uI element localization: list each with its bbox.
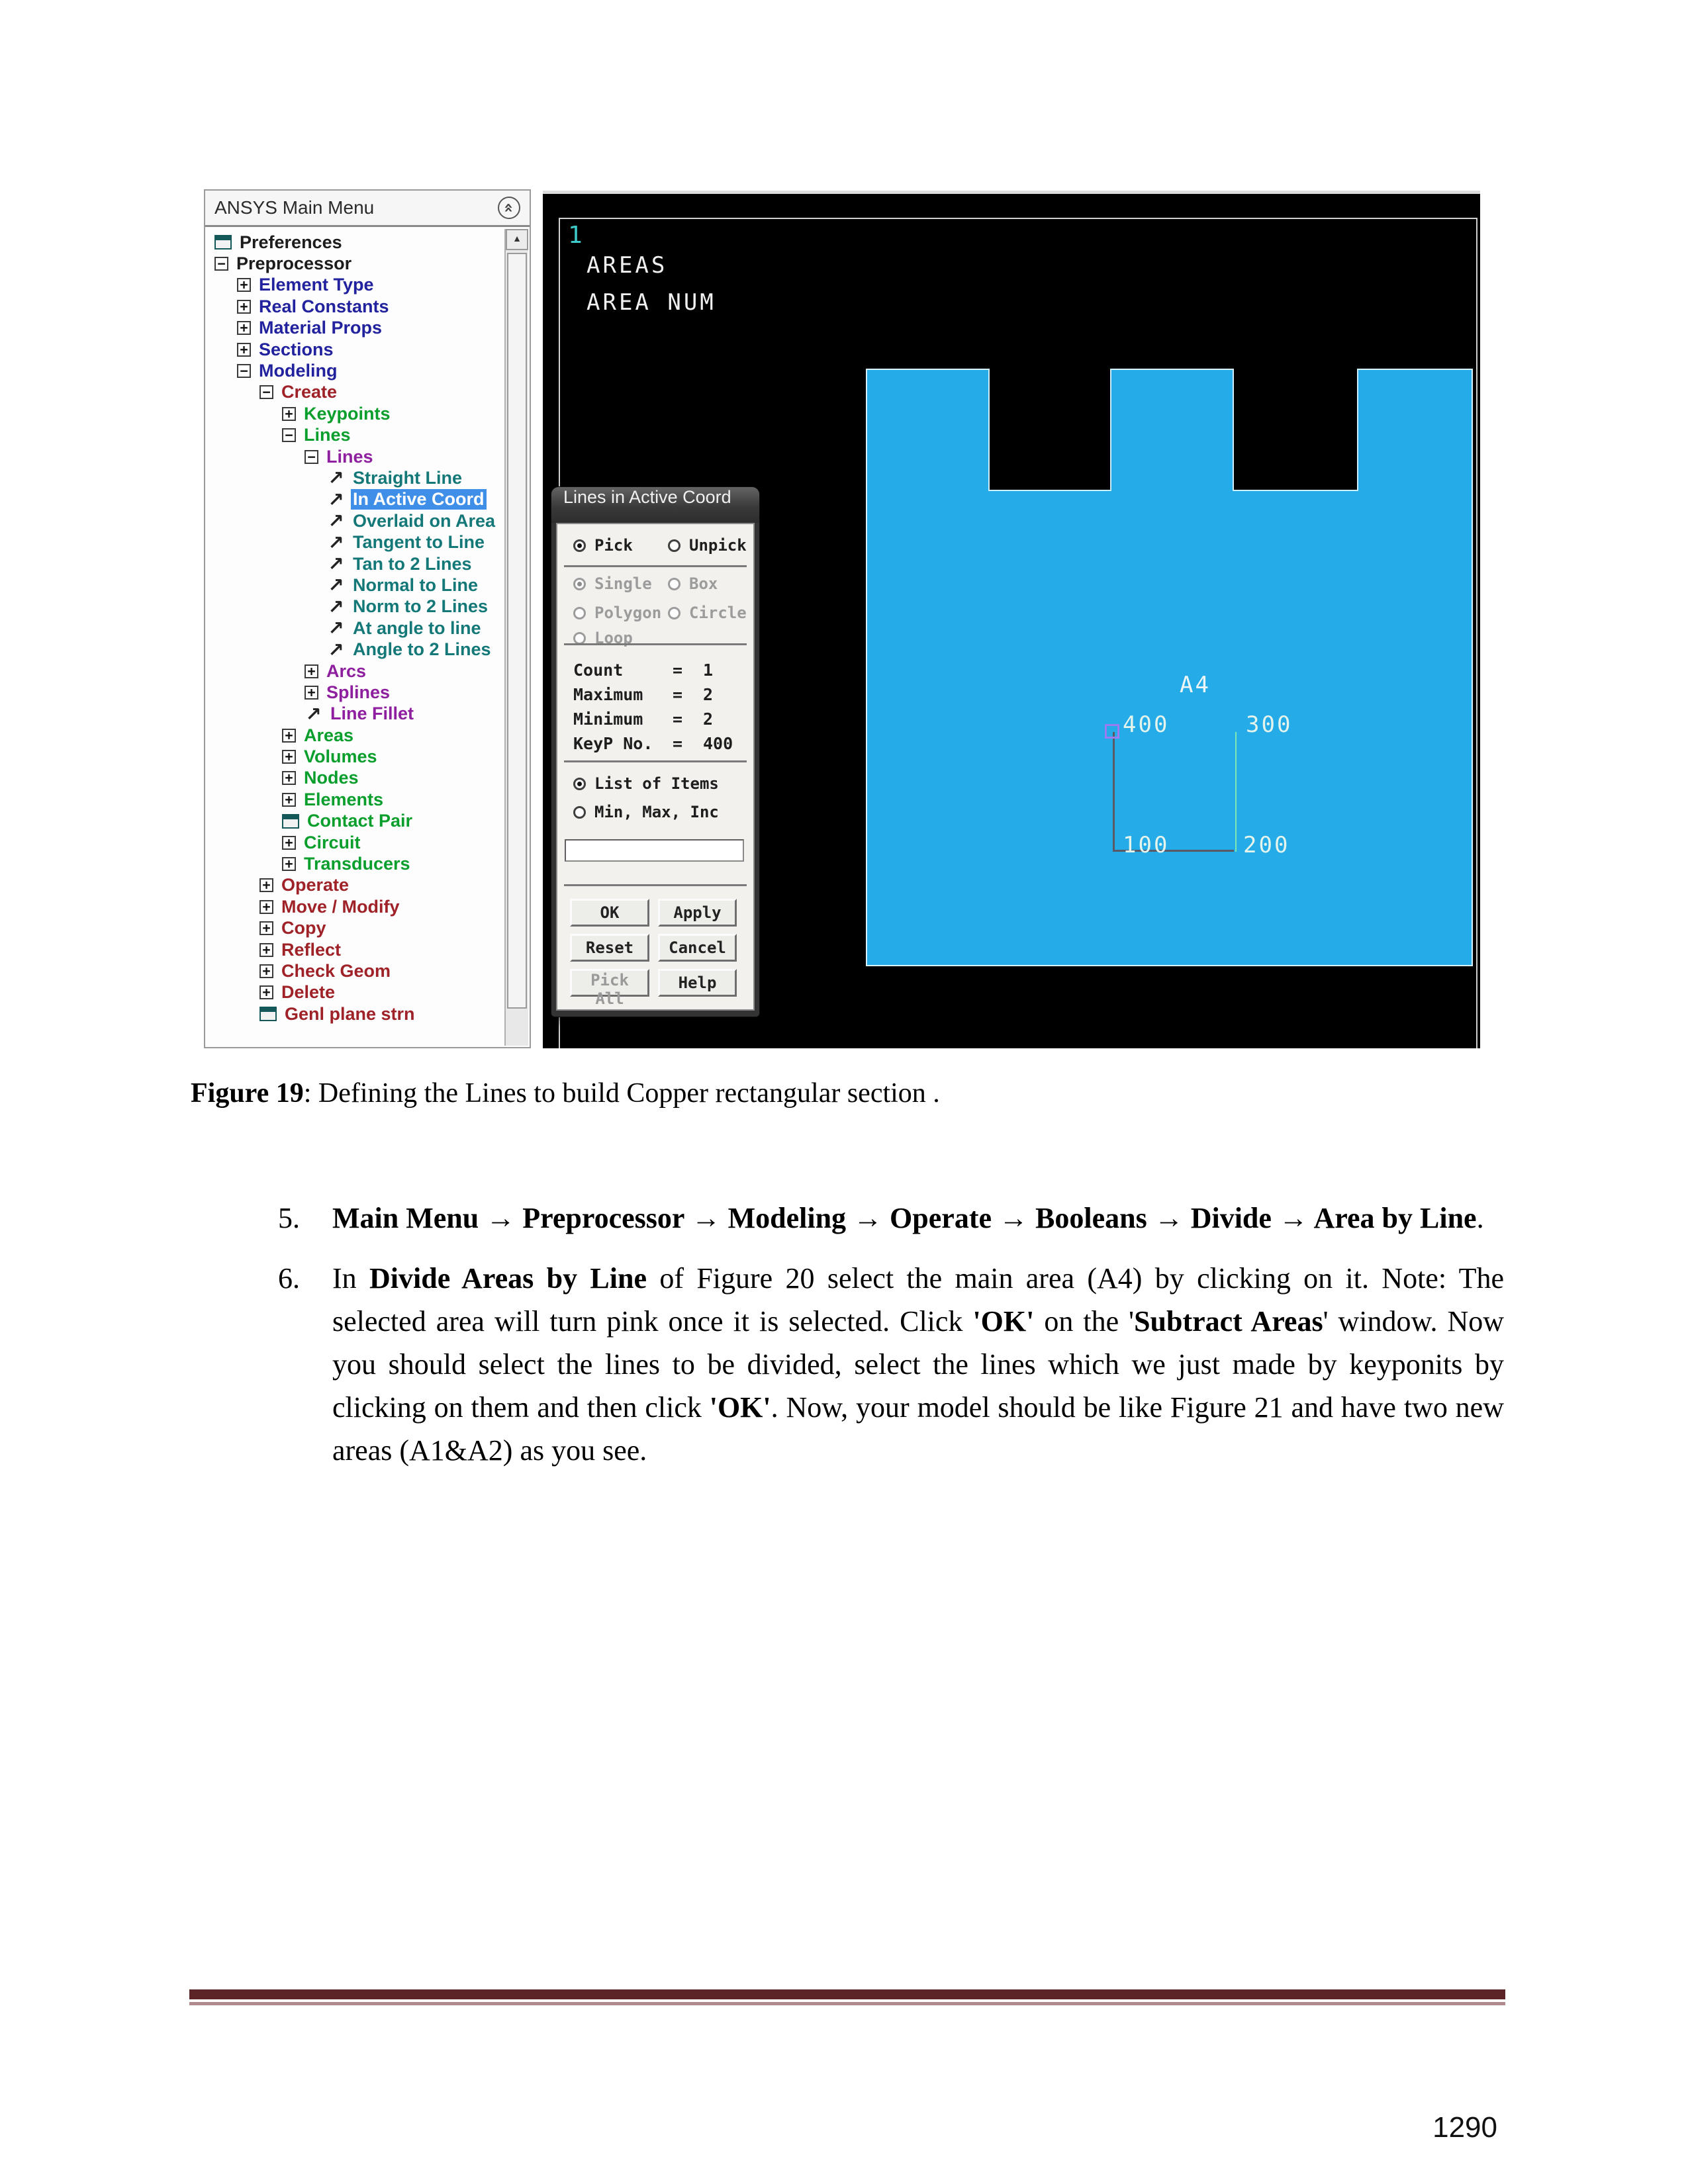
plus-icon[interactable]: + [305, 664, 318, 678]
lines-in-active-coord-dialog [551, 486, 760, 1017]
radio-pick[interactable] [573, 536, 633, 555]
counter-row [573, 682, 747, 707]
arrow-icon[interactable]: ↗ [328, 553, 344, 576]
arrow-icon[interactable]: ↗ [328, 595, 344, 618]
dialog-buttons [570, 899, 737, 1008]
arrow-icon[interactable]: ↗ [328, 638, 344, 661]
tree-item-label[interactable]: Material Props [259, 318, 383, 338]
menu-tree-item[interactable] [208, 725, 503, 746]
minus-icon[interactable]: − [214, 257, 228, 271]
plus-icon[interactable]: + [305, 686, 318, 700]
keypoint-line-300-200[interactable] [1235, 732, 1237, 852]
menu-tree-item[interactable] [208, 1003, 503, 1024]
tree-item-label[interactable]: Circuit [304, 832, 361, 852]
radio-button-icon [573, 539, 586, 552]
menu-tree-item[interactable] [208, 296, 503, 317]
tree-item-label[interactable]: Preferences [240, 232, 342, 252]
plus-icon[interactable]: + [259, 878, 273, 892]
tree-item-label[interactable]: Angle to 2 Lines [353, 639, 491, 660]
radio-circle-label: Circle [689, 604, 747, 622]
menu-title: ANSYS Main Menu [214, 197, 375, 218]
dialog-icon[interactable] [259, 1007, 277, 1021]
item-text [332, 1197, 1504, 1240]
radio-button-icon [573, 578, 586, 590]
counter-value: 2 [703, 709, 714, 729]
radio-button-icon [573, 778, 586, 790]
dialog-button[interactable]: Pick All [570, 969, 649, 997]
dialog-body [556, 523, 755, 1011]
radio-button-icon [668, 539, 680, 552]
tree-item-label[interactable]: Nodes [304, 768, 359, 788]
dialog-icon[interactable] [214, 235, 232, 250]
counter-label: KeyP No. [573, 734, 653, 753]
dialog-divider [564, 643, 747, 645]
arrow-icon[interactable]: ↗ [328, 510, 344, 533]
keypoint-label-200: 200 [1243, 832, 1290, 858]
minus-icon[interactable]: − [282, 428, 296, 442]
radio-button-icon [573, 632, 586, 645]
menu-tree-item[interactable] [208, 275, 503, 296]
tree-item-label[interactable]: Lines [326, 446, 373, 467]
menu-tree-item[interactable] [208, 982, 503, 1003]
menu-tree-item[interactable] [208, 318, 503, 339]
minus-icon[interactable]: − [237, 364, 251, 378]
plot-title-area-num: AREA NUM [586, 289, 716, 316]
arrow-icon[interactable]: ↗ [328, 467, 344, 490]
menu-scrollbar[interactable] [504, 229, 528, 1046]
ansys-screenshot-figure [204, 187, 1480, 1048]
tree-item-label[interactable]: Real Constants [259, 296, 389, 316]
radio-min-max-inc-label: Min, Max, Inc [594, 803, 719, 821]
arrow-icon[interactable]: ↗ [328, 574, 344, 597]
item-text-tail: . [1476, 1202, 1484, 1234]
menu-tree [208, 229, 503, 1046]
tree-item-label[interactable]: Move / Modify [281, 896, 400, 917]
tree-item-label[interactable]: Arcs [326, 660, 367, 681]
minus-icon[interactable]: − [259, 385, 273, 399]
menu-tree-item[interactable] [208, 918, 503, 939]
menu-tree-item[interactable] [208, 660, 503, 682]
menu-tree-item[interactable] [208, 574, 503, 596]
item-text-segment: . Now, your model should be like Figure 21 and have two new areas (A1&A2) as you see. [332, 1391, 1504, 1467]
item-text-bold-segment: Subtract Areas [1134, 1305, 1323, 1338]
menu-tree-item[interactable] [208, 360, 503, 381]
counter-value: 1 [703, 660, 714, 680]
counter-equals: = [673, 660, 683, 680]
arrow-icon[interactable]: ↗ [328, 488, 344, 511]
dialog-icon[interactable] [282, 814, 299, 829]
menu-tree-item[interactable] [208, 960, 503, 981]
area-label-a4: A4 [1180, 672, 1211, 698]
radio-box [668, 574, 718, 593]
item-text [332, 1257, 1504, 1472]
menu-tree-item[interactable] [208, 425, 503, 446]
item-text-segment: In [332, 1262, 369, 1295]
tree-item-label[interactable]: Preprocessor [236, 253, 352, 274]
tree-item-label[interactable]: Genl plane strn [285, 1003, 415, 1024]
item-number: 5. [278, 1202, 300, 1234]
menu-tree-item[interactable] [208, 253, 503, 274]
plot-number-label: 1 [568, 222, 583, 249]
tree-item-label[interactable]: In Active Coord [351, 489, 487, 510]
tree-item-label[interactable]: Splines [326, 682, 391, 702]
tree-item-label[interactable]: Operate [281, 875, 350, 895]
counter-equals: = [673, 734, 683, 753]
counter-equals: = [673, 709, 683, 729]
radio-single [573, 574, 652, 593]
radio-button-icon [573, 607, 586, 619]
arrow-icon[interactable]: ↗ [328, 617, 344, 640]
radio-polygon [573, 604, 661, 622]
menu-tree-item[interactable] [208, 704, 503, 725]
menu-tree-item[interactable] [208, 682, 503, 703]
plus-icon[interactable]: + [237, 321, 251, 335]
item-number: 6. [278, 1262, 300, 1295]
item-text-segment: of Figure 20 select the main area (A4) by clicking on it. Note: The selected area will turn pink once it is selected. Click [332, 1262, 1504, 1338]
menu-tree-item[interactable] [208, 617, 503, 639]
item-text-segment: on the ' [1034, 1305, 1135, 1338]
tree-item-label[interactable]: Tangent to Line [353, 532, 485, 553]
menu-tree-item[interactable] [208, 768, 503, 789]
tree-item-label[interactable]: Volumes [304, 747, 377, 767]
figure-caption-text: : Defining the Lines to build Copper rectangular section . [303, 1078, 940, 1109]
menu-tree-item[interactable] [208, 789, 503, 810]
dialog-divider [564, 565, 747, 567]
counter-label: Maximum [573, 685, 643, 704]
pick-list-input[interactable] [565, 839, 744, 862]
radio-pick-label: Pick [594, 536, 633, 555]
dialog-button[interactable]: Help [658, 969, 737, 997]
ansys-main-menu-panel [204, 189, 531, 1048]
menu-tree-item[interactable] [208, 382, 503, 403]
menu-tree-item[interactable] [208, 596, 503, 617]
plus-icon[interactable]: + [282, 750, 296, 764]
plus-icon[interactable]: + [259, 964, 273, 978]
tree-item-label[interactable]: Copy [281, 918, 326, 938]
counter-label: Count [573, 660, 624, 680]
tree-item-label[interactable]: Reflect [281, 939, 342, 960]
tree-item-label[interactable]: Normal to Line [353, 574, 479, 595]
plus-icon[interactable]: + [282, 729, 296, 743]
counter-value: 400 [703, 734, 733, 753]
radio-min-max-inc[interactable] [573, 803, 719, 821]
menu-tree-item[interactable] [208, 339, 503, 360]
radio-unpick[interactable] [668, 536, 747, 555]
footer-rule-dark [189, 1989, 1505, 1999]
dialog-button[interactable]: Apply [658, 899, 737, 927]
radio-box-label: Box [689, 574, 718, 593]
page-number: 1290 [1432, 2111, 1497, 2144]
area-a4-shape[interactable] [866, 369, 1473, 966]
radio-button-icon [573, 806, 586, 819]
menu-path-text: Main Menu → Preprocessor → Modeling → Operate → Booleans → Divide → Area by Line [332, 1202, 1477, 1234]
tree-item-label[interactable]: Sections [259, 339, 334, 359]
item-text-bold-segment: 'OK' [709, 1391, 771, 1424]
item-text-segment: ' window. Now you should select the lines to be divided, select the lines which we just made by keyponits by clicking on them and then click [332, 1305, 1505, 1424]
menu-tree-item[interactable] [208, 875, 503, 896]
radio-list-of-items[interactable] [573, 774, 719, 793]
plus-icon[interactable]: + [282, 793, 296, 807]
radio-list-of-items-label: List of Items [594, 774, 719, 793]
radio-button-icon [668, 607, 680, 619]
radio-single-label: Single [594, 574, 652, 593]
tree-item-label[interactable]: At angle to line [353, 617, 481, 638]
plus-icon[interactable]: + [259, 943, 273, 957]
menu-tree-item[interactable] [208, 639, 503, 660]
counter-label: Minimum [573, 709, 643, 729]
tree-item-label[interactable]: Check Geom [281, 960, 391, 981]
picked-keypoint-marker [1105, 724, 1119, 739]
tree-item-label[interactable]: Transducers [304, 854, 410, 874]
tree-item-label[interactable]: Tan to 2 Lines [353, 553, 472, 574]
menu-tree-item[interactable] [208, 232, 503, 253]
menu-tree-item[interactable] [208, 446, 503, 467]
tree-item-label[interactable]: Elements [304, 789, 384, 809]
radio-unpick-label: Unpick [689, 536, 747, 555]
plus-icon[interactable]: + [282, 407, 296, 421]
tree-item-label[interactable]: Keypoints [304, 403, 391, 424]
footer-rule-light [189, 2002, 1505, 2005]
radio-button-icon [668, 578, 680, 590]
tree-item-label[interactable]: Element Type [259, 275, 374, 295]
plus-icon[interactable]: + [259, 900, 273, 914]
radio-circle [668, 604, 747, 622]
tree-item-label[interactable]: Create [281, 382, 338, 402]
menu-tree-item[interactable] [208, 489, 503, 510]
dialog-divider [564, 884, 747, 886]
top-notch-left [988, 369, 1111, 491]
keypoint-label-100: 100 [1123, 832, 1170, 858]
item-text-bold-segment: 'OK' [972, 1305, 1035, 1338]
dialog-button[interactable]: Reset [570, 934, 649, 962]
dialog-title-bar[interactable]: Lines in Active Coord [551, 487, 759, 523]
tree-item-label[interactable]: Norm to 2 Lines [353, 596, 489, 617]
plus-icon[interactable]: + [282, 771, 296, 785]
menu-tree-item[interactable] [208, 896, 503, 917]
tree-item-label[interactable]: Straight Line [353, 467, 463, 488]
keypoint-label-400: 400 [1123, 711, 1170, 738]
menu-tree-item[interactable] [208, 531, 503, 553]
arrow-icon[interactable]: ↗ [305, 702, 322, 725]
arrow-icon[interactable]: ↗ [328, 531, 344, 554]
dialog-divider [564, 760, 747, 762]
instruction-item-5 [278, 1197, 1504, 1240]
plus-icon[interactable]: + [259, 985, 273, 999]
dialog-button[interactable]: Cancel [658, 934, 737, 962]
figure-caption [191, 1076, 940, 1111]
plus-icon[interactable]: + [237, 300, 251, 314]
tree-item-label[interactable]: Delete [281, 982, 336, 1003]
dialog-button[interactable]: OK [570, 899, 649, 927]
pick-counters [573, 658, 747, 756]
counter-row [573, 731, 747, 756]
instruction-item-6 [278, 1257, 1504, 1472]
top-notch-right [1233, 369, 1358, 491]
tree-item-label[interactable]: Areas [304, 725, 354, 745]
tree-item-label[interactable]: Modeling [259, 361, 338, 381]
plus-icon[interactable]: + [282, 836, 296, 850]
figure-caption-label: Figure 19 [191, 1078, 304, 1109]
tree-item-label[interactable]: Overlaid on Area [353, 510, 496, 531]
plot-title-areas: AREAS [586, 252, 668, 279]
menu-tree-item[interactable] [208, 746, 503, 767]
menu-tree-item[interactable] [208, 939, 503, 960]
menu-tree-item[interactable] [208, 832, 503, 853]
tree-item-label[interactable]: Lines [304, 425, 351, 445]
keypoint-line-400-100[interactable] [1113, 732, 1115, 852]
menu-tree-item[interactable] [208, 467, 503, 488]
keypoint-label-300: 300 [1246, 711, 1293, 738]
menu-tree-item[interactable] [208, 811, 503, 832]
counter-value: 2 [703, 685, 714, 704]
counter-equals: = [673, 685, 683, 704]
counter-row [573, 707, 747, 731]
scrollbar-thumb[interactable] [507, 253, 527, 1009]
scroll-up-button[interactable]: ▲ [506, 229, 528, 250]
plus-icon[interactable]: + [237, 278, 251, 292]
tree-item-label[interactable]: Contact Pair [307, 811, 413, 831]
menu-tree-item[interactable] [208, 553, 503, 574]
plus-icon[interactable]: + [237, 343, 251, 357]
menu-tree-item[interactable] [208, 510, 503, 531]
radio-polygon-label: Polygon [594, 604, 662, 622]
collapse-panel-icon[interactable]: « [498, 197, 520, 219]
radio-loop-label: Loop [594, 629, 633, 647]
menu-title-bar [205, 191, 530, 227]
plus-icon[interactable]: + [259, 921, 273, 935]
minus-icon[interactable]: − [305, 450, 318, 464]
item-text-bold-segment: Divide Areas by Line [369, 1262, 647, 1295]
instruction-list [278, 1197, 1504, 1472]
tree-item-label[interactable]: Line Fillet [330, 704, 414, 724]
counter-row [573, 658, 747, 682]
menu-tree-item[interactable] [208, 403, 503, 424]
plus-icon[interactable]: + [282, 857, 296, 871]
menu-tree-item[interactable] [208, 853, 503, 874]
